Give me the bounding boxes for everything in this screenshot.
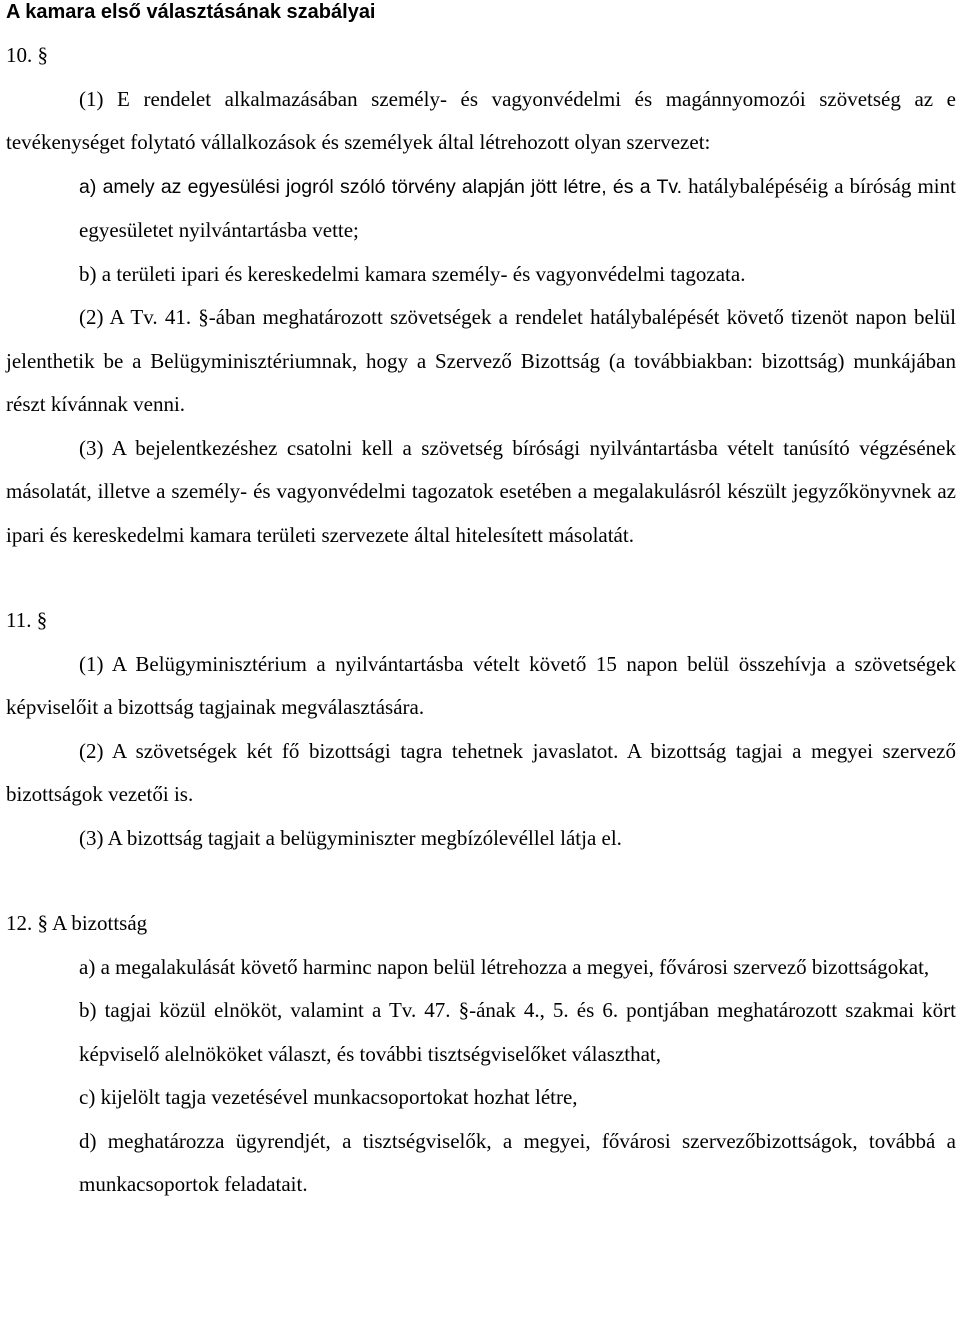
section-11-paragraph-3: (3) A bizottság tagjait a belügyminiszter megbízólevéllel látja el. [79, 825, 622, 850]
section-gap [6, 557, 956, 599]
section-12-item-c: c) kijelölt tagja vezetésével munkacsoportokat hozhat létre, [79, 1085, 578, 1109]
section-10-item-b: b) a területi ipari és kereskedelmi kamara személy- és vagyonvédelmi tagozata. [79, 261, 746, 286]
section-10-paragraph-2: (2) A Tv. 41. §-ában meghatározott szövetségek a rendelet hatálybalépését követő tizenöt napon belül jelenthetik be a Belügyminisztériumnak, hogy a Szervező Bizottság (a továbbiakban: bizottság) munkájában részt kívánnak venni. [6, 305, 956, 416]
section-gap [6, 860, 956, 902]
document [6, 0, 956, 1207]
section-12-heading: 12. § A bizottság [6, 911, 148, 935]
section-11-paragraph-2: (2) A szövetségek két fő bizottsági tagra tehetnek javaslatot. A bizottság tagjai a megyei szervező bizottságok vezetői is. [6, 738, 956, 806]
section-11-heading: 11. § [6, 608, 48, 632]
section-12-item-d: d) meghatározza ügyrendjét, a tisztségviselők, a megyei, fővárosi szervezőbizottságok, továbbá a munkacsoportok feladatait. [79, 1128, 956, 1196]
section-10-item-a [6, 165, 956, 253]
section-10-item-a-part-1: a) amely az egyesülési jogról szóló törvény alapján jött létre, és a Tv. [79, 175, 683, 198]
document-title: A kamara első választásának szabályai [6, 1, 376, 23]
section-10-item-a-part-2: hatálybalépéséig a bíróság mint egyesületet nyilvántartásba vette; [79, 173, 956, 242]
section-12-item-b: b) tagjai közül elnököt, valamint a Tv. 47. §-ának 4., 5. és 6. pontjában meghatározott szakmai kört képviselő alelnököket választ, és további tisztségviselőket választhat, [79, 998, 956, 1066]
section-12-item-a: a) a megalakulását követő harminc napon belül létrehozza a megyei, fővárosi szervező bizottságokat, [79, 954, 930, 979]
section-11-paragraph-1: (1) A Belügyminisztérium a nyilvántartásba vételt követő 15 napon belül összehívja a szövetségek képviselőit a bizottság tagjainak megválasztására. [6, 651, 956, 719]
section-10-paragraph-1: (1) E rendelet alkalmazásában személy- és vagyonvédelmi és magánnyomozói szövetség az e tevékenységet folytató vállalkozások és személyek által létrehozott olyan szervezet: [6, 86, 956, 154]
section-10-heading: 10. § [6, 43, 48, 67]
section-10-paragraph-3: (3) A bejelentkezéshez csatolni kell a szövetség bírósági nyilvántartásba vételt tanúsító végzésének másolatát, illetve a személy- és vagyonvédelmi tagozatok esetében a megalakulásról készült jegyzőkönyvnek az ipari és kereskedelmi kamara területi szervezete által hitelesített másolatát. [6, 435, 956, 547]
